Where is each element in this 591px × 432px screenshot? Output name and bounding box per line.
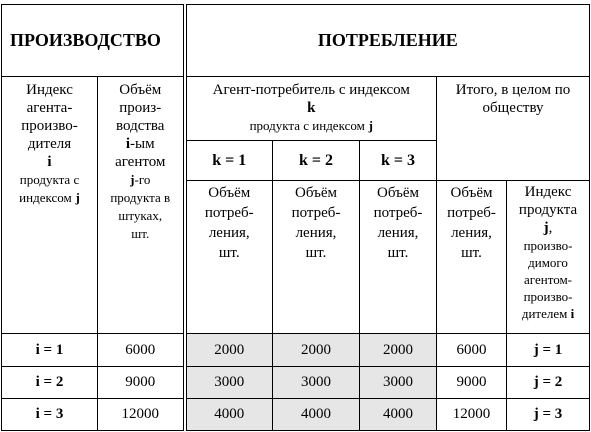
row-k2: 3000	[273, 367, 360, 399]
consumption-volume-k3: Объём потреб- ления, шт.	[360, 181, 437, 334]
row-k2: 4000	[273, 399, 360, 431]
row-k3: 3000	[360, 367, 437, 399]
production-title: ПРОИЗВОДСТВО	[2, 5, 185, 77]
table-row	[2, 334, 590, 367]
table-row	[2, 399, 590, 431]
row-k3: 4000	[360, 399, 437, 431]
agent-index-header: Индекс агента- произво- дителя i продукта с индексом j	[2, 77, 98, 334]
row-k1: 4000	[185, 399, 273, 431]
row-produced: 12000	[98, 399, 185, 431]
row-product: j = 3	[507, 399, 590, 431]
row-agent: i = 3	[2, 399, 98, 431]
total-header: Итого, в целом по обществу	[437, 77, 590, 181]
row-total: 6000	[437, 334, 507, 367]
consumer-agent-header: Агент-потребитель с индексом k продукта с индексом j	[185, 77, 437, 141]
volume-produced-header: Объём произ- водства i-ым агентом j-го продукта в штуках, шт.	[98, 77, 185, 334]
row-produced: 6000	[98, 334, 185, 367]
k2-header: k = 2	[273, 141, 360, 181]
k3-header: k = 3	[360, 141, 437, 181]
row-k1: 2000	[185, 334, 273, 367]
table-row	[2, 367, 590, 399]
row-agent: i = 1	[2, 334, 98, 367]
row-total: 12000	[437, 399, 507, 431]
row-k2: 2000	[273, 334, 360, 367]
product-index-header: Индекс продукта j, произво- димого агентом- произво- дителем i	[507, 181, 590, 334]
consumption-volume-k1: Объём потреб- ления, шт.	[185, 181, 273, 334]
row-produced: 9000	[98, 367, 185, 399]
consumption-title: ПОТРЕБЛЕНИЕ	[185, 5, 590, 77]
row-k3: 2000	[360, 334, 437, 367]
row-k1: 3000	[185, 367, 273, 399]
k1-header: k = 1	[185, 141, 273, 181]
row-total: 9000	[437, 367, 507, 399]
row-product: j = 1	[507, 334, 590, 367]
consumption-volume-total: Объём потреб- ления, шт.	[437, 181, 507, 334]
consumption-volume-k2: Объём потреб- ления, шт.	[273, 181, 360, 334]
production-consumption-table	[1, 4, 590, 431]
row-agent: i = 2	[2, 367, 98, 399]
row-product: j = 2	[507, 367, 590, 399]
